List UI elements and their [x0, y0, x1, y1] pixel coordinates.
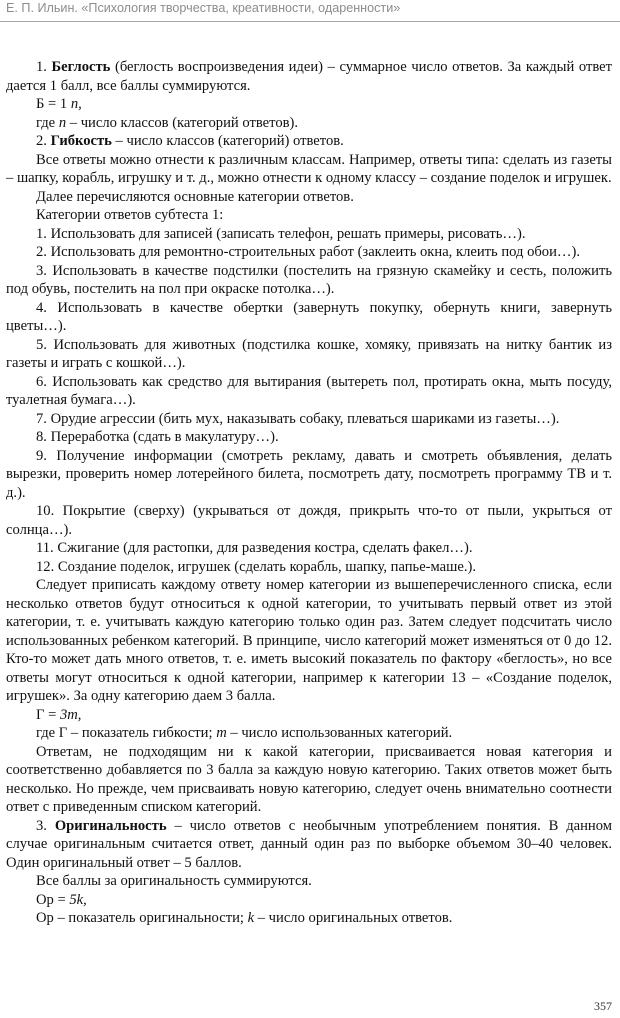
category-item: 10. Покрытие (сверху) (укрываться от дождя, прикрыть что-то от пыли, укрыться от солнца…).	[6, 503, 612, 538]
formula-flexibility-legend: где Г – показатель гибкости; m – число использованных категорий.	[36, 725, 453, 741]
category-item: 12. Создание поделок, игрушек (сделать корабль, шапку, папье-маше.).	[36, 558, 477, 575]
running-head: Е. П. Ильин. «Психология творчества, креативности, одаренности»	[6, 1, 401, 15]
formula-fluency-legend: где n – число классов (категорий ответов).	[36, 114, 299, 131]
paragraph: Все ответы можно отнести к различным классам. Например, ответы типа: сделать из газеты – шапку, корабль, игрушку и т. д., можно отнести к одному классу – создание поделок и игрушек.	[6, 151, 612, 186]
paragraph-fluency: 1. Беглость (беглость воспроизведения идеи) – суммарное число ответов. За каждый ответ дается 1 балл, все баллы суммируются.	[6, 59, 613, 94]
header-rule	[0, 21, 620, 22]
formula-fluency: Б = 1 n,	[36, 96, 82, 112]
paragraph-originality: 3. Оригинальность – число ответов с необычным употреблением понятия. В данном случае оригинальным считается ответ, данный один раз по выборке объемом 30–40 человек. Один оригинальный ответ – 5 баллов.	[6, 817, 612, 871]
paragraph-flexibility: 2. Гибкость – число классов (категорий) ответов.	[36, 133, 344, 149]
category-item: 5. Использовать для животных (подстилка кошке, хомяку, привязать на нитку бантик из газеты и играть с кошкой…).	[6, 336, 612, 371]
paragraph: Далее перечисляются основные категории ответов.	[36, 188, 354, 205]
category-item: 3. Использовать в качестве подстилки (постелить на грязную скамейку и сесть, положить под обувь, постелить на пол при окраске потолка…).	[6, 262, 612, 297]
category-item: 11. Сжигание (для растопки, для разведения костра, сделать факел…).	[36, 540, 473, 556]
category-item: 1. Использовать для записей (записать телефон, решать примеры, рисовать…).	[36, 225, 526, 242]
category-item: 7. Орудие агрессии (бить мух, наказывать собаку, плеваться шариками из газеты…).	[36, 410, 560, 427]
page-body	[6, 58, 612, 928]
paragraph: Следует приписать каждому ответу номер категории из вышеперечисленного списка, если несколько ответов будут относиться к одной категории, то учитывать первый ответ из этой категории, т. е. учитывать каждую категорию только один раз. Затем следует подсчитать число использованных ребенком категорий. В принципе, число категорий может изменяться от 0 до 12. Кто-то может дать много ответов, т. е. иметь высокий показатель по фактору «беглость», но все ответы могут относиться к одной категории, например к категории 13 – «Создание поделок, игрушек». За одну категорию даем 3 балла.	[6, 577, 612, 704]
paragraph: Категории ответов субтеста 1:	[36, 207, 224, 223]
category-item: 4. Использовать в качестве обертки (завернуть покупку, обернуть книги, завернуть цветы…).	[6, 299, 612, 334]
page-number: 357	[594, 999, 612, 1013]
category-item: 6. Использовать как средство для вытирания (вытереть пол, протирать окна, мыть посуду, туалетная бумага…).	[6, 373, 612, 408]
category-item: 9. Получение информации (смотреть рекламу, давать и смотреть объявления, делать вырезки, проверить номер лотерейного билета, посмотреть дату, посмотреть программу ТВ и т. д.).	[6, 447, 612, 501]
category-item: 8. Переработка (сдать в макулатуру…).	[36, 429, 279, 445]
paragraph: Все баллы за оригинальность суммируются.	[36, 873, 312, 889]
category-item: 2. Использовать для ремонтно-строительных работ (заклеить окна, клеить под обои…).	[36, 244, 581, 260]
formula-flexibility: Г = 3m,	[36, 706, 82, 723]
paragraph: Ответам, не подходящим ни к какой категории, присваивается новая категория и соответственно добавляется по 3 балла за каждую новую категорию. Таких ответов может быть несколько. Но прежде, чем присваивать новую категорию, следует очень внимательно соотнести ответ с приведенным списком категорий.	[6, 743, 612, 815]
formula-originality-legend: Ор – показатель оригинальности; k – число оригинальных ответов.	[36, 910, 453, 926]
formula-originality: Ор = 5k,	[36, 891, 87, 908]
